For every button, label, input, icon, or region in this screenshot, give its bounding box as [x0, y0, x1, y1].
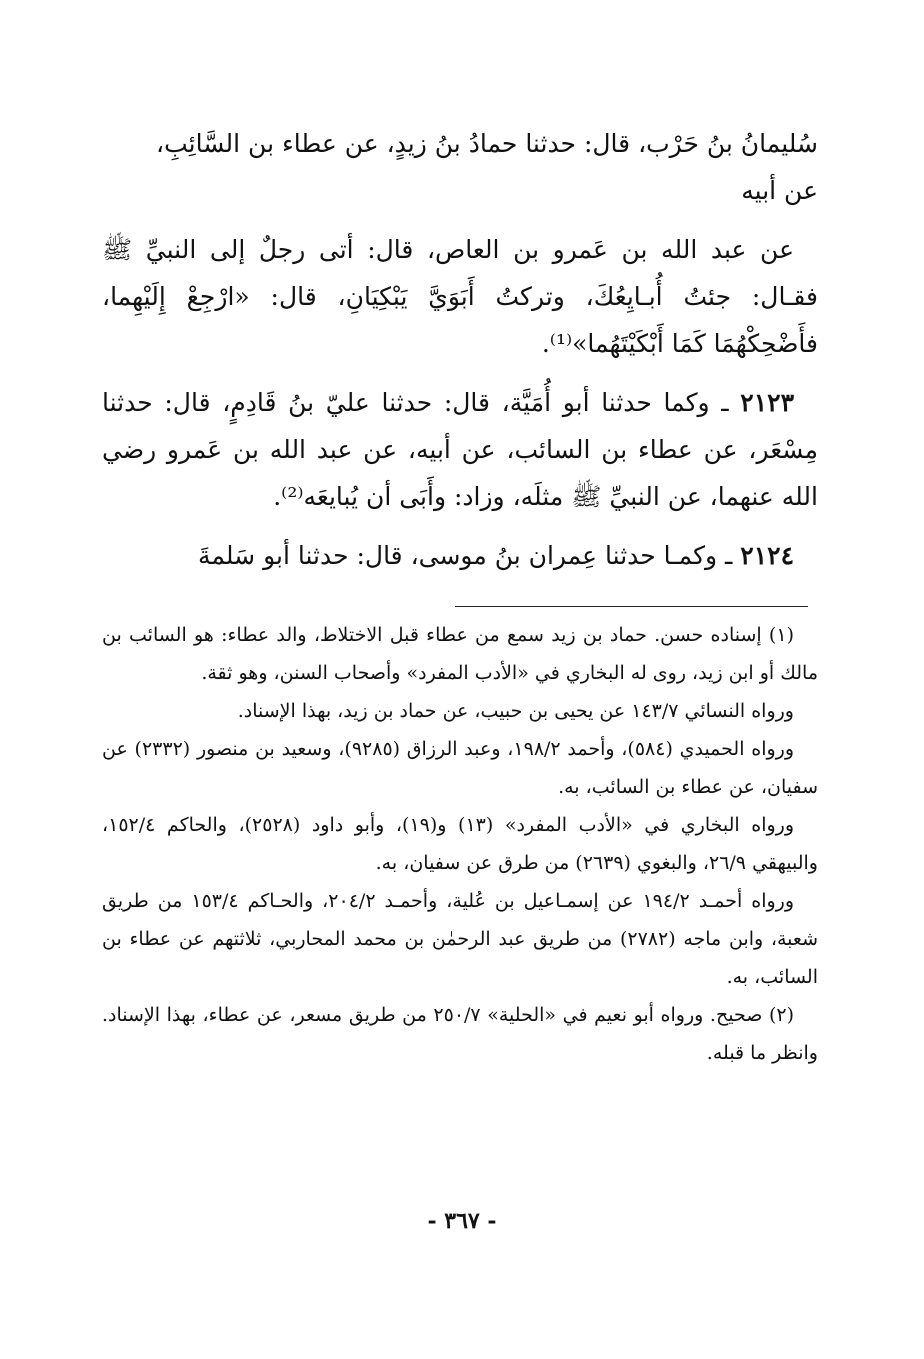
main-text — [102, 120, 818, 579]
page-number: - ٣٦٧ - — [427, 1208, 497, 1234]
footnotes — [102, 616, 818, 1072]
footnote-1-paragraph — [102, 882, 818, 996]
footnote-1-paragraph — [102, 692, 818, 730]
footnote-1-paragraph — [102, 806, 818, 882]
matn-text: عن عبد الله بن عَمرو بن العاص، قال: أتى رجلٌ إلى النبيِّ ﷺ فقـال: جئتُ أُبـايِعُكَ، وتركتُ أَبَوَيَّ يَبْكِيَانِ، قال: «ارْجِعْ إِلَيْهِما، فأَضْحِكْهُمَا كَمَا أَبْكَيْتَهُما»⁽¹⁾. — [102, 235, 818, 358]
matn-paragraph — [102, 226, 818, 367]
footnote-text: (١) إسناده حسن. حماد بن زيد سمع من عطاء قبل الاختلاط، والد عطاء: هو السائب بن مالك أو ابن زيد، روى له البخاري في «الأدب المفرد» وأصحاب السنن، وهو ثقة. — [102, 624, 818, 684]
footnote-1-paragraph — [102, 730, 818, 806]
footnote-2-paragraph — [102, 996, 818, 1072]
footnote-text: ورواه النسائي ١٤٣/٧ عن يحيى بن حبيب، عن حماد بن زيد، بهذا الإسناد. — [237, 700, 794, 722]
footnote-text: (٢) صحيح. ورواه أبو نعيم في «الحلية» ٢٥٠/٧ من طريق مسعر، عن عطاء، بهذا الإسناد. وانظر ما قبله. — [102, 1004, 818, 1064]
isnad-line-2: عن أبيه — [741, 176, 818, 205]
hadith-text: ـ وكما حدثنا أبو أُمَيَّة، قال: حدثنا عليّ بنُ قَادِمٍ، قال: حدثنا مِسْعَر، عن عطاء بن السائب، عن أبيه، عن عبد الله بن عَمرو رضي الله عنهما، عن النبيِّ ﷺ مثلَه، وزاد: وأَبَى أن يُبايعَه⁽²⁾. — [102, 388, 818, 511]
hadith-text: ـ وكمـا حدثنا عِمران بنُ موسى، قال: حدثنا أبو سَلمةَ — [198, 541, 741, 570]
footnote-separator — [455, 606, 808, 607]
hadith-number: ٢١٢٣ — [740, 388, 794, 417]
hadith-2123 — [102, 379, 818, 520]
isnad-paragraph — [102, 120, 818, 214]
isnad-line-1: سُليمانُ بنُ حَرْب، قال: حدثنا حمادُ بنُ زيدٍ، عن عطاء بن السَّائِبِ، — [156, 129, 818, 158]
footnote-1-paragraph — [102, 616, 818, 692]
hadith-number: ٢١٢٤ — [740, 541, 794, 570]
footnote-text: ورواه أحمـد ١٩٤/٢ عن إسمـاعيل بن عُلية، وأحمـد ٢٠٤/٢، والحـاكم ١٥٣/٤ من طريق شعبة، وابن ماجه (٢٧٨٢) من طريق عبد الرحمٰن بن محمد المحاربي، ثلاثتهم عن عطاء بن السائب، به. — [102, 890, 818, 988]
footnote-text: ورواه البخاري في «الأدب المفرد» (١٣) و(١٩)، وأبو داود (٢٥٢٨)، والحاكم ١٥٢/٤، والبيهقي ٢٦/٩، والبغوي (٢٦٣٩) من طرق عن سفيان، به. — [102, 814, 818, 874]
hadith-2124 — [102, 532, 818, 579]
footnote-text: ورواه الحميدي (٥٨٤)، وأحمد ١٩٨/٢، وعبد الرزاق (٩٢٨٥)، وسعيد بن منصور (٢٣٣٢) عن سفيان، عن عطاء بن السائب، به. — [102, 738, 818, 798]
